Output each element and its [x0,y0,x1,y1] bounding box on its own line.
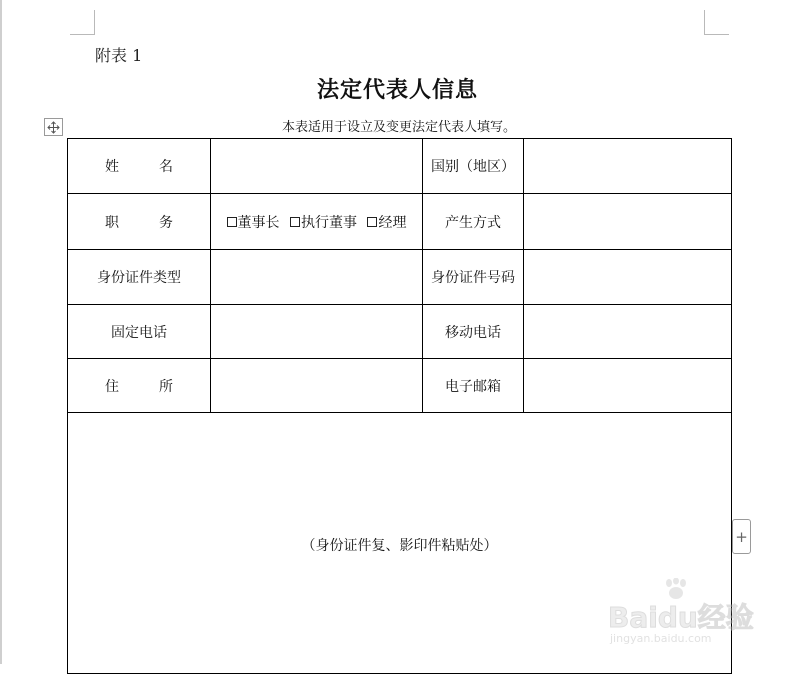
input-cell-appointment-method[interactable] [524,194,732,250]
label-cell-nationality: 国别（地区） [423,139,524,194]
table-row [68,194,732,250]
label-cell-address: 住 所 [68,359,211,413]
document-title: 法定代表人信息 [316,77,478,103]
label-cell-position: 职 务 [68,194,211,250]
table-row [68,250,732,305]
label-cell-id-type: 身份证件类型 [68,250,211,305]
table-row [68,359,732,413]
move-icon [47,121,60,134]
input-cell-email[interactable] [524,359,732,413]
input-cell-mobile[interactable] [524,305,732,359]
label-cell-appointment-method: 产生方式 [423,194,524,250]
position-options-cell [211,194,423,250]
option-chairman[interactable]: 董事长 [227,212,280,232]
input-cell-id-number[interactable] [524,250,732,305]
input-cell-name[interactable] [211,139,423,194]
checkbox-executive-director[interactable] [290,217,300,227]
label-cell-landline: 固定电话 [68,305,211,359]
input-cell-nationality[interactable] [524,139,732,194]
table-row [68,305,732,359]
attachment-label: 附表 1 [95,46,143,65]
input-cell-id-type[interactable] [211,250,423,305]
plus-icon: + [735,527,748,546]
input-cell-address[interactable] [211,359,423,413]
watermark-logo-text: Baidu经验 [608,601,754,634]
input-cell-landline[interactable] [211,305,423,359]
label-cell-email: 电子邮箱 [423,359,524,413]
checkbox-manager[interactable] [367,217,377,227]
document-subtitle: 本表适用于设立及变更法定代表人填写。 [281,120,516,135]
label-cell-id-number: 身份证件号码 [423,250,524,305]
option-manager[interactable]: 经理 [367,212,406,232]
add-row-button[interactable] [732,519,751,554]
option-executive-director[interactable]: 执行董事 [290,212,357,232]
label-cell-mobile: 移动电话 [423,305,524,359]
checkbox-chairman[interactable] [227,217,237,227]
label-cell-name: 姓 名 [68,139,211,194]
watermark-url: jingyan.baidu.com [610,632,712,645]
crop-mark-top-left [70,10,95,35]
table-row [68,139,732,194]
baidu-watermark [604,578,754,650]
crop-mark-top-right [704,10,729,35]
id-copy-paste-label: （身份证件复、影印件粘贴处） [301,538,498,554]
table-move-handle[interactable] [44,118,63,136]
